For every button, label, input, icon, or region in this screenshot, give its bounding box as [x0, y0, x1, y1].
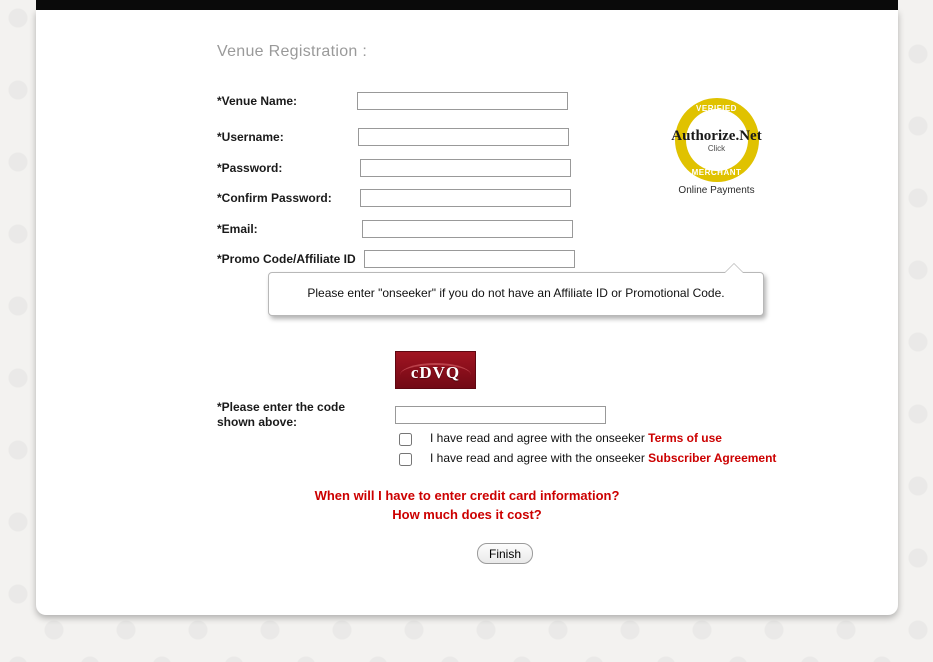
password-input[interactable]	[360, 159, 571, 177]
subscriber-agreement-link[interactable]: Subscriber Agreement	[648, 451, 777, 465]
authorize-net-subtitle: Online Payments	[678, 185, 755, 196]
username-label: *Username:	[217, 130, 284, 144]
agreement-row-terms	[399, 431, 829, 449]
captcha-code-text: cDVQ	[410, 363, 461, 382]
seal-verified-text: VERIFIED	[696, 104, 737, 113]
venue-name-input[interactable]	[357, 92, 568, 110]
password-label: *Password:	[217, 161, 283, 175]
finish-button[interactable]: Finish	[477, 543, 533, 564]
captcha-input[interactable]	[395, 406, 606, 424]
top-bar	[36, 0, 898, 10]
credit-card-info-link[interactable]: When will I have to enter credit card information?	[314, 488, 620, 503]
authorize-net-badge[interactable]	[644, 98, 789, 196]
terms-of-use-checkbox[interactable]	[399, 433, 412, 446]
registration-page	[36, 10, 898, 615]
promo-code-callout	[268, 272, 764, 316]
subscriber-agreement-text	[430, 451, 776, 465]
agreement-row-subscriber	[399, 451, 829, 469]
cost-info-link[interactable]: How much does it cost?	[392, 507, 542, 522]
venue-name-label: *Venue Name:	[217, 94, 298, 108]
seal-merchant-text: MERCHANT	[691, 168, 742, 177]
email-input[interactable]	[362, 220, 573, 238]
terms-of-use-prefix: I have read and agree with the onseeker	[430, 431, 649, 445]
terms-of-use-link[interactable]: Terms of use	[648, 431, 722, 445]
callout-text: Please enter "onseeker" if you do not have an Affiliate ID or Promotional Code.	[307, 286, 725, 300]
field-row-email	[217, 220, 817, 242]
page-title: Venue Registration :	[217, 43, 368, 60]
confirm-password-input[interactable]	[360, 189, 571, 207]
subscriber-agreement-checkbox[interactable]	[399, 453, 412, 466]
promo-code-label: *Promo Code/Affiliate ID	[217, 252, 356, 266]
subscriber-agreement-prefix: I have read and agree with the onseeker	[430, 451, 649, 465]
confirm-password-label: *Confirm Password:	[217, 191, 332, 205]
promo-code-input[interactable]	[364, 250, 575, 268]
captcha-image	[395, 351, 476, 389]
captcha-label: *Please enter the code shown above:	[217, 400, 346, 429]
username-input[interactable]	[358, 128, 569, 146]
email-label: *Email:	[217, 222, 258, 236]
authorize-net-name: Authorize.Net	[671, 128, 762, 144]
seal-click-text: Click	[707, 144, 726, 153]
callout-tail-icon	[724, 264, 744, 274]
terms-of-use-text	[430, 431, 722, 445]
